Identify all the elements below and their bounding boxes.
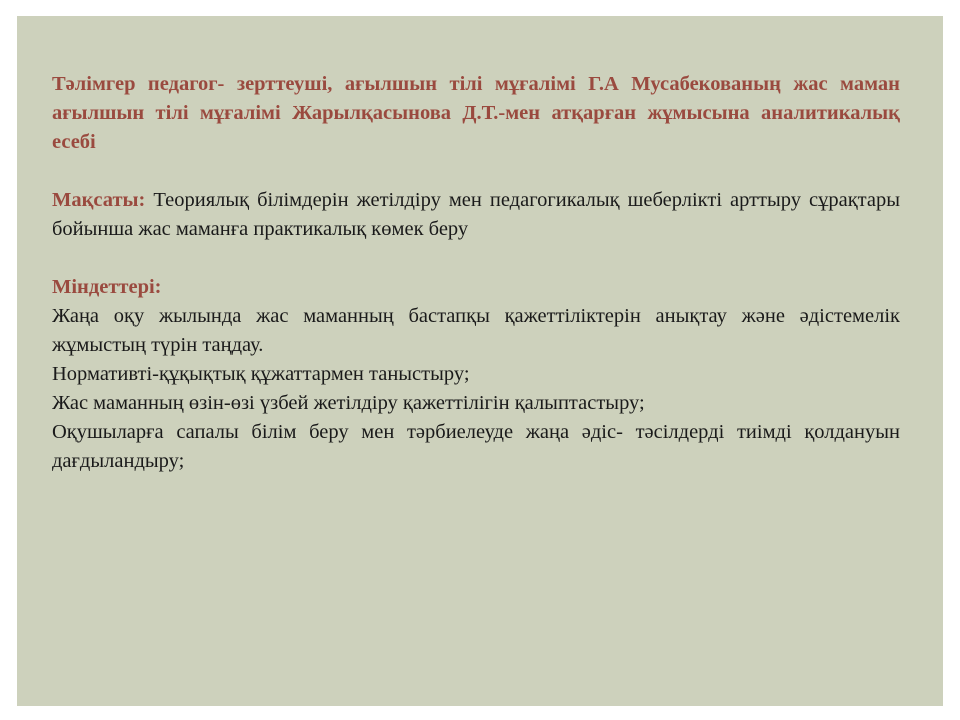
- task-item: Жас маманның өзін-өзі үзбей жетілдіру қажеттілігін қалыптастыру;: [52, 392, 645, 414]
- slide-title: Тәлімгер педагог- зерттеуші, ағылшын тілі мұғалімі Г.А Мусабекованың жас маман ағылшын тілі мұғалімі Жарылқасынова Д.Т.-мен атқарған жұмысына аналитикалық есебі: [52, 73, 900, 153]
- goal-paragraph: [52, 186, 900, 244]
- tasks-label: Міндеттері:: [52, 276, 162, 298]
- task-item: Нормативті-құқықтық құжаттармен таныстыру;: [52, 363, 470, 385]
- task-item: Жаңа оқу жылында жас маманның бастапқы қажеттіліктерін анықтау және әдістемелік жұмыстың түрін таңдау.: [52, 305, 900, 356]
- slide-background: [17, 16, 943, 706]
- spacer: [52, 157, 900, 186]
- task-item: Оқушыларға сапалы білім беру мен тәрбиелеуде жаңа әдіс- тәсілдерді тиімді қолдануын дағдыландыру;: [52, 421, 900, 472]
- goal-label: Мақсаты:: [52, 189, 146, 211]
- goal-text: Теориялық білімдерін жетілдіру мен педагогикалық шеберлікті арттыру сұрақтары бойынша жас маманға практикалық көмек беру: [52, 189, 901, 240]
- spacer: [52, 244, 900, 273]
- slide-content: [52, 70, 900, 476]
